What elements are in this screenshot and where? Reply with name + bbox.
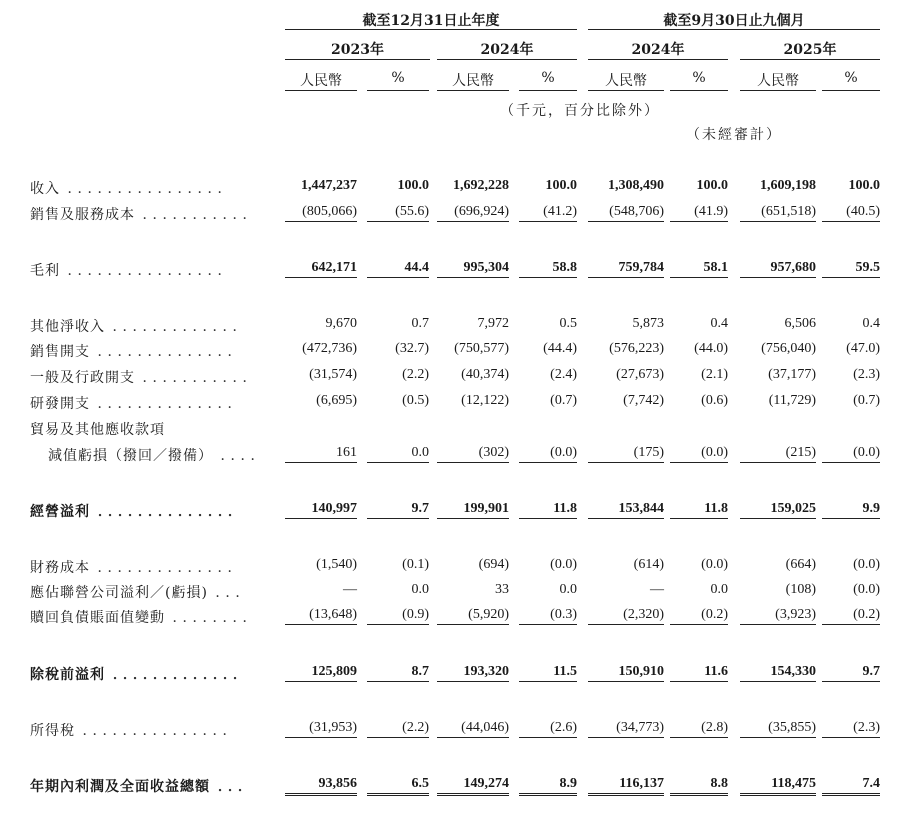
amount-cell: 1,692,228 bbox=[453, 178, 509, 193]
col-header-rmb-3: 人民幣 bbox=[605, 73, 647, 89]
percent-cell: 0.0 bbox=[411, 582, 429, 597]
row-label-text: 經營溢利 bbox=[30, 504, 90, 520]
col-rule-rmb-3 bbox=[588, 90, 664, 91]
row-label-text: 一般及行政開支 bbox=[30, 370, 135, 386]
amount-cell: 140,997 bbox=[285, 501, 357, 519]
percent-cell: 9.7 bbox=[822, 664, 880, 682]
amount-cell: 161 bbox=[285, 445, 357, 463]
amount-cell: (750,577) bbox=[454, 341, 509, 356]
amount-cell: (472,736) bbox=[302, 341, 357, 356]
percent-cell: 0.0 bbox=[710, 582, 728, 597]
amount-cell: 149,274 bbox=[437, 776, 509, 796]
col-header-rmb-4: 人民幣 bbox=[757, 73, 799, 89]
col-header-pct-4: % bbox=[844, 70, 858, 86]
col-header-rmb-2: 人民幣 bbox=[452, 73, 494, 89]
amount-cell: 125,809 bbox=[285, 664, 357, 682]
percent-cell: 9.7 bbox=[367, 501, 429, 519]
percent-cell: 0.7 bbox=[411, 316, 429, 331]
period-header-nine-month-rule bbox=[588, 29, 880, 30]
year-rule-2023 bbox=[285, 59, 430, 60]
percent-cell: 100.0 bbox=[848, 178, 880, 193]
percent-cell: (2.1) bbox=[701, 367, 728, 382]
amount-cell: 1,308,490 bbox=[608, 178, 664, 193]
amount-cell: (7,742) bbox=[623, 393, 664, 408]
row-label-text: 銷售及服務成本 bbox=[30, 207, 135, 223]
amount-cell: — bbox=[343, 582, 357, 597]
row-label bbox=[30, 776, 255, 796]
amount-cell: (2,320) bbox=[588, 607, 664, 625]
percent-cell: (0.0) bbox=[822, 445, 880, 463]
amount-cell: (44,046) bbox=[437, 720, 509, 738]
col-header-rmb-1: 人民幣 bbox=[300, 73, 342, 89]
row-label-text: 應佔聯營公司溢利／(虧損) bbox=[30, 585, 208, 601]
row-label bbox=[30, 419, 165, 439]
percent-cell: 0.4 bbox=[862, 316, 880, 331]
amount-cell: (548,706) bbox=[588, 204, 664, 222]
unaudited-note: （未經審計） bbox=[686, 127, 782, 143]
col-rule-pct-2 bbox=[519, 90, 577, 91]
percent-cell: 100.0 bbox=[696, 178, 728, 193]
row-label bbox=[48, 445, 267, 465]
percent-cell: (0.0) bbox=[853, 582, 880, 597]
row-label bbox=[30, 393, 244, 413]
percent-cell: 8.7 bbox=[367, 664, 429, 682]
percent-cell: (0.6) bbox=[701, 393, 728, 408]
amount-cell: 1,447,237 bbox=[301, 178, 357, 193]
amount-cell: 193,320 bbox=[437, 664, 509, 682]
period-header-year: 截至12月31日止年度 bbox=[362, 13, 500, 29]
row-label bbox=[30, 582, 252, 602]
amount-cell: (13,648) bbox=[285, 607, 357, 625]
row-label-text: 貿易及其他應收款項 bbox=[30, 422, 165, 438]
amount-cell: (805,066) bbox=[285, 204, 357, 222]
percent-cell: 59.5 bbox=[822, 260, 880, 278]
percent-cell: (0.0) bbox=[519, 445, 577, 463]
amount-cell: (6,695) bbox=[316, 393, 357, 408]
leader-dots: ．．．．．．．．．．．．．．．． bbox=[60, 181, 235, 197]
leader-dots: ．．．．．．．．．．．．． bbox=[105, 667, 250, 683]
percent-cell: 0.4 bbox=[710, 316, 728, 331]
amount-cell: (35,855) bbox=[740, 720, 816, 738]
year-rule-2024 bbox=[437, 59, 577, 60]
amount-cell: 116,137 bbox=[588, 776, 664, 796]
leader-dots: ．．．．．．．．．．． bbox=[135, 370, 260, 386]
amount-cell: 199,901 bbox=[437, 501, 509, 519]
col-header-pct-3: % bbox=[692, 70, 706, 86]
year-rule-2024-nine bbox=[588, 59, 728, 60]
amount-cell: 759,784 bbox=[588, 260, 664, 278]
percent-cell: 58.8 bbox=[519, 260, 577, 278]
row-label bbox=[30, 720, 239, 740]
row-label-text: 其他淨收入 bbox=[30, 319, 105, 335]
percent-cell: (2.2) bbox=[402, 367, 429, 382]
col-rule-pct-3 bbox=[670, 90, 728, 91]
leader-dots: ．．．．．．．．．．． bbox=[135, 207, 260, 223]
percent-cell: 44.4 bbox=[367, 260, 429, 278]
percent-cell: 6.5 bbox=[367, 776, 429, 796]
amount-cell: — bbox=[650, 582, 664, 597]
row-label-text: 減值虧損（撥回／撥備） bbox=[48, 448, 213, 464]
percent-cell: (40.5) bbox=[822, 204, 880, 222]
col-header-pct-2: % bbox=[541, 70, 555, 86]
leader-dots: ．．．．．．．．．．．．．． bbox=[90, 560, 245, 576]
year-rule-2025 bbox=[740, 59, 880, 60]
percent-cell: (0.9) bbox=[367, 607, 429, 625]
percent-cell: (47.0) bbox=[846, 341, 880, 356]
amount-cell: (1,540) bbox=[316, 557, 357, 572]
percent-cell: 58.1 bbox=[670, 260, 728, 278]
col-rule-rmb-2 bbox=[437, 90, 509, 91]
row-label bbox=[30, 664, 250, 684]
leader-dots: ．．．．．．．．．．．．．． bbox=[90, 344, 245, 360]
row-label-text: 贖回負債賬面值變動 bbox=[30, 610, 165, 626]
percent-cell: (0.2) bbox=[822, 607, 880, 625]
amount-cell: (696,924) bbox=[437, 204, 509, 222]
col-header-pct-1: % bbox=[391, 70, 405, 86]
amount-cell: (664) bbox=[785, 557, 816, 572]
amount-cell: (11,729) bbox=[768, 393, 816, 408]
year-header-2024-nine: 2024年 bbox=[631, 42, 685, 58]
amount-cell: 642,171 bbox=[285, 260, 357, 278]
percent-cell: 11.8 bbox=[519, 501, 577, 519]
percent-cell: (44.0) bbox=[694, 341, 728, 356]
amount-cell: 7,972 bbox=[477, 316, 509, 331]
amount-cell: 93,856 bbox=[285, 776, 357, 796]
percent-cell: (2.2) bbox=[367, 720, 429, 738]
amount-cell: 1,609,198 bbox=[760, 178, 816, 193]
percent-cell: (0.3) bbox=[519, 607, 577, 625]
col-rule-rmb-4 bbox=[740, 90, 816, 91]
amount-cell: 957,680 bbox=[740, 260, 816, 278]
amount-cell: (576,223) bbox=[609, 341, 664, 356]
row-label bbox=[30, 501, 245, 521]
leader-dots: ．．． bbox=[210, 779, 255, 795]
col-rule-rmb-1 bbox=[285, 90, 357, 91]
year-header-2025: 2025年 bbox=[783, 42, 837, 58]
percent-cell: (0.7) bbox=[550, 393, 577, 408]
amount-cell: (694) bbox=[478, 557, 509, 572]
percent-cell: (0.0) bbox=[853, 557, 880, 572]
period-header-year-rule bbox=[285, 29, 577, 30]
row-label bbox=[30, 367, 259, 387]
percent-cell: 100.0 bbox=[397, 178, 429, 193]
percent-cell: 9.9 bbox=[822, 501, 880, 519]
row-label-text: 財務成本 bbox=[30, 560, 90, 576]
amount-cell: (614) bbox=[633, 557, 664, 572]
row-label bbox=[30, 204, 259, 224]
year-header-2024: 2024年 bbox=[480, 42, 534, 58]
percent-cell: (41.9) bbox=[670, 204, 728, 222]
leader-dots: ．．．．．．．．．．．．．． bbox=[90, 396, 245, 412]
amount-cell: 995,304 bbox=[437, 260, 509, 278]
amount-cell: (5,920) bbox=[437, 607, 509, 625]
row-label-text: 所得稅 bbox=[30, 723, 75, 739]
amount-cell: (175) bbox=[588, 445, 664, 463]
percent-cell: (44.4) bbox=[543, 341, 577, 356]
percent-cell: 0.0 bbox=[367, 445, 429, 463]
amount-cell: 6,506 bbox=[784, 316, 816, 331]
percent-cell: (55.6) bbox=[367, 204, 429, 222]
amount-cell: (31,953) bbox=[285, 720, 357, 738]
amount-cell: 154,330 bbox=[740, 664, 816, 682]
percent-cell: (0.5) bbox=[402, 393, 429, 408]
percent-cell: 11.8 bbox=[670, 501, 728, 519]
percent-cell: 100.0 bbox=[545, 178, 577, 193]
row-label-text: 年期內利潤及全面收益總額 bbox=[30, 779, 210, 795]
row-label-text: 收入 bbox=[30, 181, 60, 197]
percent-cell: 11.6 bbox=[670, 664, 728, 682]
percent-cell: (32.7) bbox=[395, 341, 429, 356]
amount-cell: 5,873 bbox=[632, 316, 664, 331]
leader-dots: ．．．．．．．．．．．．． bbox=[105, 319, 250, 335]
row-label bbox=[30, 607, 259, 627]
leader-dots: ．．．．．．．．．．．．．． bbox=[90, 504, 245, 520]
leader-dots: ．．．．．．．．．．．．．．．． bbox=[60, 263, 235, 279]
amount-cell: (31,574) bbox=[309, 367, 357, 382]
year-header-2023: 2023年 bbox=[331, 42, 384, 58]
amount-cell: (651,518) bbox=[740, 204, 816, 222]
row-label-text: 除稅前溢利 bbox=[30, 667, 105, 683]
percent-cell: (0.1) bbox=[402, 557, 429, 572]
percent-cell: 0.5 bbox=[559, 316, 577, 331]
percent-cell: 8.9 bbox=[519, 776, 577, 796]
percent-cell: (2.8) bbox=[670, 720, 728, 738]
percent-cell: (2.3) bbox=[853, 367, 880, 382]
percent-cell: 11.5 bbox=[519, 664, 577, 682]
amount-cell: (215) bbox=[740, 445, 816, 463]
percent-cell: (41.2) bbox=[519, 204, 577, 222]
col-rule-pct-4 bbox=[822, 90, 880, 91]
row-label bbox=[30, 557, 244, 577]
percent-cell: (2.4) bbox=[550, 367, 577, 382]
amount-cell: 9,670 bbox=[325, 316, 357, 331]
amount-cell: 153,844 bbox=[588, 501, 664, 519]
amount-cell: (40,374) bbox=[461, 367, 509, 382]
percent-cell: (0.0) bbox=[670, 445, 728, 463]
amount-cell: (37,177) bbox=[768, 367, 816, 382]
amount-cell: (34,773) bbox=[588, 720, 664, 738]
leader-dots: ．．． bbox=[207, 585, 253, 601]
amount-cell: (27,673) bbox=[616, 367, 664, 382]
percent-cell: (2.6) bbox=[519, 720, 577, 738]
percent-cell: 7.4 bbox=[822, 776, 880, 796]
percent-cell: 8.8 bbox=[670, 776, 728, 796]
percent-cell: (0.7) bbox=[853, 393, 880, 408]
leader-dots: ．．．． bbox=[213, 448, 268, 464]
amount-cell: (12,122) bbox=[461, 393, 509, 408]
col-rule-pct-1 bbox=[367, 90, 429, 91]
row-label-text: 研發開支 bbox=[30, 396, 90, 412]
amount-cell: 118,475 bbox=[740, 776, 816, 796]
leader-dots: ．．．．．．．．．．．．．．． bbox=[75, 723, 240, 739]
amount-cell: 159,025 bbox=[740, 501, 816, 519]
percent-cell: 0.0 bbox=[559, 582, 577, 597]
unit-note: （千元，百分比除外） bbox=[500, 103, 660, 119]
leader-dots: ．．．．．．．． bbox=[165, 610, 260, 626]
amount-cell: 33 bbox=[495, 582, 509, 597]
period-header-nine-month: 截至9月30日止九個月 bbox=[663, 13, 805, 29]
row-label-text: 毛利 bbox=[30, 263, 60, 279]
amount-cell: 150,910 bbox=[588, 664, 664, 682]
row-label bbox=[30, 316, 249, 336]
amount-cell: (108) bbox=[785, 582, 816, 597]
percent-cell: (0.0) bbox=[701, 557, 728, 572]
amount-cell: (3,923) bbox=[740, 607, 816, 625]
row-label-text: 銷售開支 bbox=[30, 344, 90, 360]
row-label bbox=[30, 178, 234, 198]
percent-cell: (0.0) bbox=[550, 557, 577, 572]
percent-cell: (2.3) bbox=[822, 720, 880, 738]
row-label bbox=[30, 341, 244, 361]
row-label bbox=[30, 260, 234, 280]
percent-cell: (0.2) bbox=[670, 607, 728, 625]
amount-cell: (756,040) bbox=[761, 341, 816, 356]
amount-cell: (302) bbox=[437, 445, 509, 463]
